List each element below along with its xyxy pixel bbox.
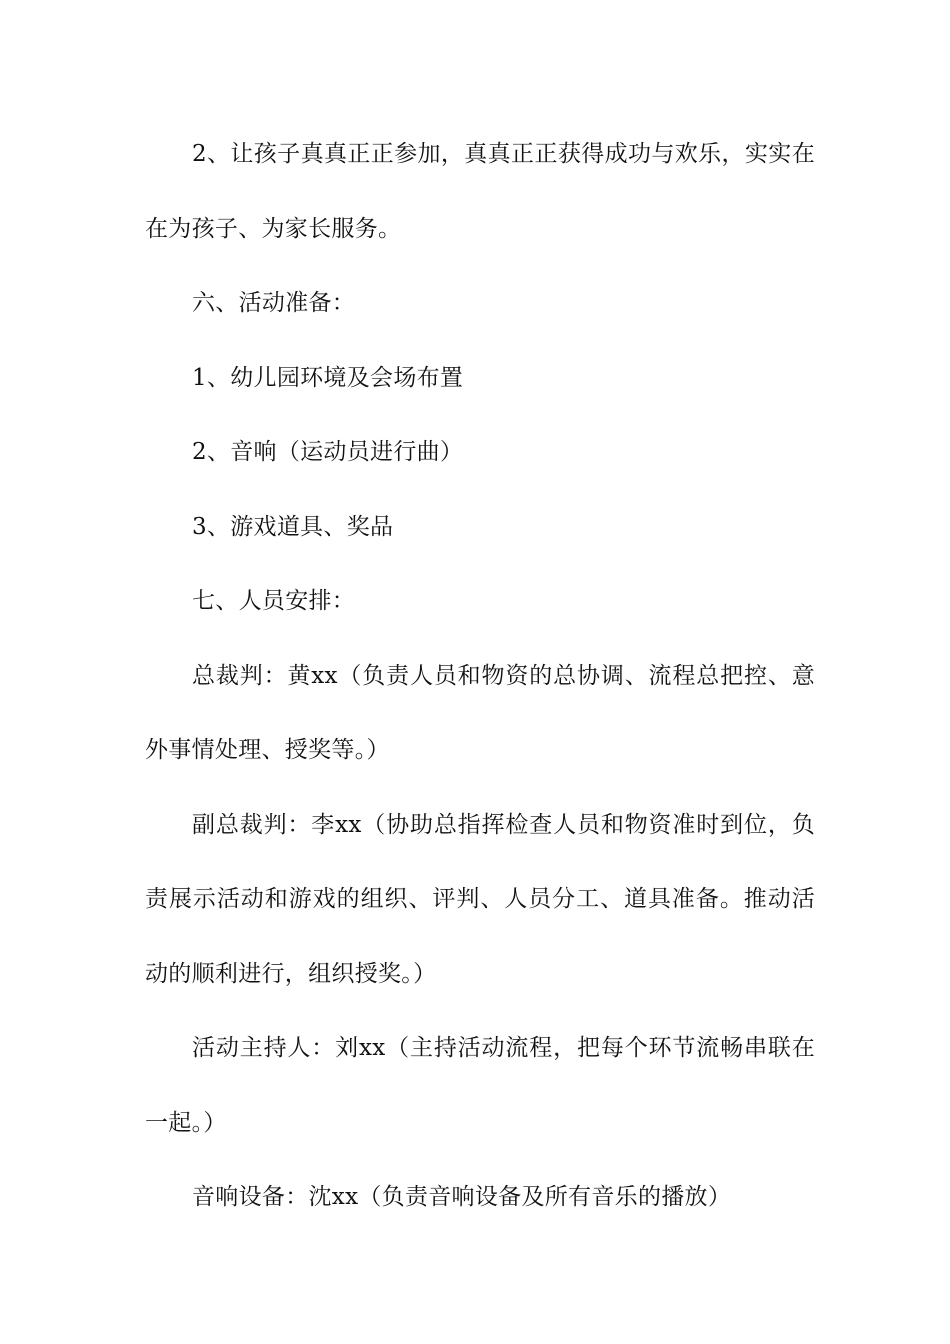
- paragraph-host: 活动主持人：刘xx（主持活动流程，把每个环节流畅串联在一起。）: [145, 1035, 815, 1136]
- paragraph-goal-2: 2、让孩子真真正正参加，真真正正获得成功与欢乐，实实在在为孩子、为家长服务。: [145, 141, 815, 242]
- heading-staff-arrangement: 七、人员安排：: [192, 588, 356, 614]
- document-body: [145, 117, 815, 1235]
- paragraph-preparation-1: 1、幼儿园环境及会场布置: [192, 364, 464, 391]
- heading-activity-preparation: 六、活动准备：: [192, 290, 356, 316]
- paragraph-preparation-3: 3、游戏道具、奖品: [192, 513, 394, 540]
- paragraph-chief-referee: 总裁判：黄xx（负责人员和物资的总协调、流程总把控、意外事情处理、授奖等。）: [145, 662, 815, 763]
- paragraph-deputy-referee: 副总裁判：李xx（协助总指挥检查人员和物资准时到位，负责展示活动和游戏的组织、评判、人员分工、道具准备。推动活动的顺利进行，组织授奖。）: [145, 811, 815, 987]
- paragraph-preparation-2: 2、音响（运动员进行曲）: [192, 439, 464, 465]
- paragraph-audio-equipment: 音响设备：沈xx（负责音响设备及所有音乐的播放）: [192, 1184, 732, 1210]
